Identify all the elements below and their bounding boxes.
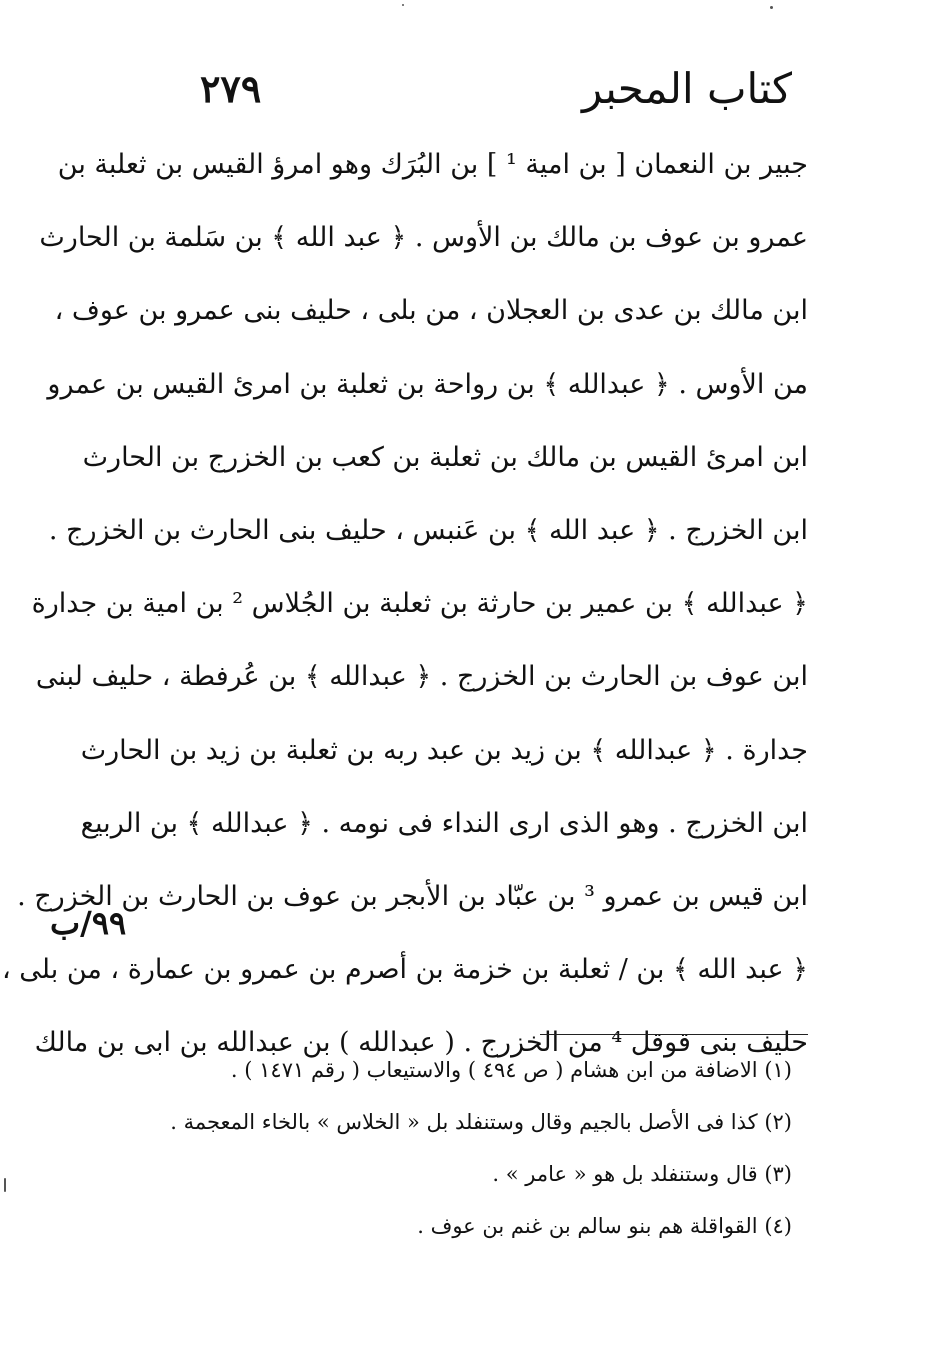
text-line: ﴿ عبدالله ﴾ بن عمير بن حارثة بن ثعلبة بن الجُلاس ² بن امية بن جدارة xyxy=(31,588,808,620)
text-line: عمرو بن عوف بن مالك بن الأوس . ﴿ عبد الله ﴾ بن سَلمة بن الحارث xyxy=(39,222,808,254)
text-line: ابن عوف بن الحارث بن الخزرج . ﴿ عبدالله ﴾ بن عُرفطة ، حليف لبنى xyxy=(35,661,808,693)
scan-speck xyxy=(770,6,773,9)
text-line: ابن امرئ القيس بن مالك بن ثعلبة بن كعب بن الخزرج بن الحارث xyxy=(82,441,808,473)
page-number: ٢٧٩ xyxy=(200,66,262,111)
footnote: (٤) القواقلة هم بنو سالم بن غنم بن عوف . xyxy=(417,1214,792,1238)
book-title: كتاب المحبر xyxy=(581,64,792,113)
text-line: ابن قيس بن عمرو ³ بن عبّاد بن الأبجر بن عوف بن الحارث بن الخزرج . xyxy=(17,880,808,912)
footnotes xyxy=(92,1044,792,1252)
text-line: جبير بن النعمان [ بن امية ¹ ] بن البُرَك وهو امرؤ القيس بن ثعلبة بن xyxy=(57,149,808,180)
footnote: (١) الاضافة من ابن هشام ( ص ٤٩٤ ) والاستيعاب ( رقم ١٤٧١ ) . xyxy=(230,1058,792,1082)
folio-margin-note: ٩٩/ب xyxy=(50,904,127,942)
text-line: جدارة . ﴿ عبدالله ﴾ بن زيد بن عبد ربه بن ثعلبة بن زيد بن الحارث xyxy=(80,734,808,766)
footnote-divider xyxy=(540,1034,808,1035)
text-line: ابن الخزرج . وهو الذى ارى النداء فى نومه . ﴿ عبدالله ﴾ بن الربيع xyxy=(80,807,808,839)
text-line: حليف بنى قوقل ⁴ من الخزرج . ( عبدالله ) بن عبدالله بن ابى بن مالك xyxy=(34,1027,808,1059)
footnote: (٣) قال وستنفلد بل هو « عامر » . xyxy=(492,1162,792,1186)
footnote: (٢) كذا فى الأصل بالجيم وقال وستنفلد بل « الخلاس » بالخاء المعجمة . xyxy=(170,1110,792,1134)
text-line: ﴿ عبد الله ﴾ بن / ثعلبة بن خزمة بن أصرم بن عمرو بن عمارة ، من بلى ، xyxy=(2,954,808,986)
text-line: ابن الخزرج . ﴿ عبد الله ﴾ بن عَنبس ، حليف بنى الحارث بن الخزرج . xyxy=(48,514,808,546)
text-line: ابن مالك بن عدى بن العجلان ، من بلى ، حليف بنى عمرو بن عوف ، xyxy=(54,295,808,327)
scan-speck xyxy=(402,4,404,6)
text-line: من الأوس . ﴿ عبدالله ﴾ بن رواحة بن ثعلبة بن امرئ القيس بن عمرو xyxy=(47,368,808,400)
scan-speck xyxy=(4,1178,6,1192)
